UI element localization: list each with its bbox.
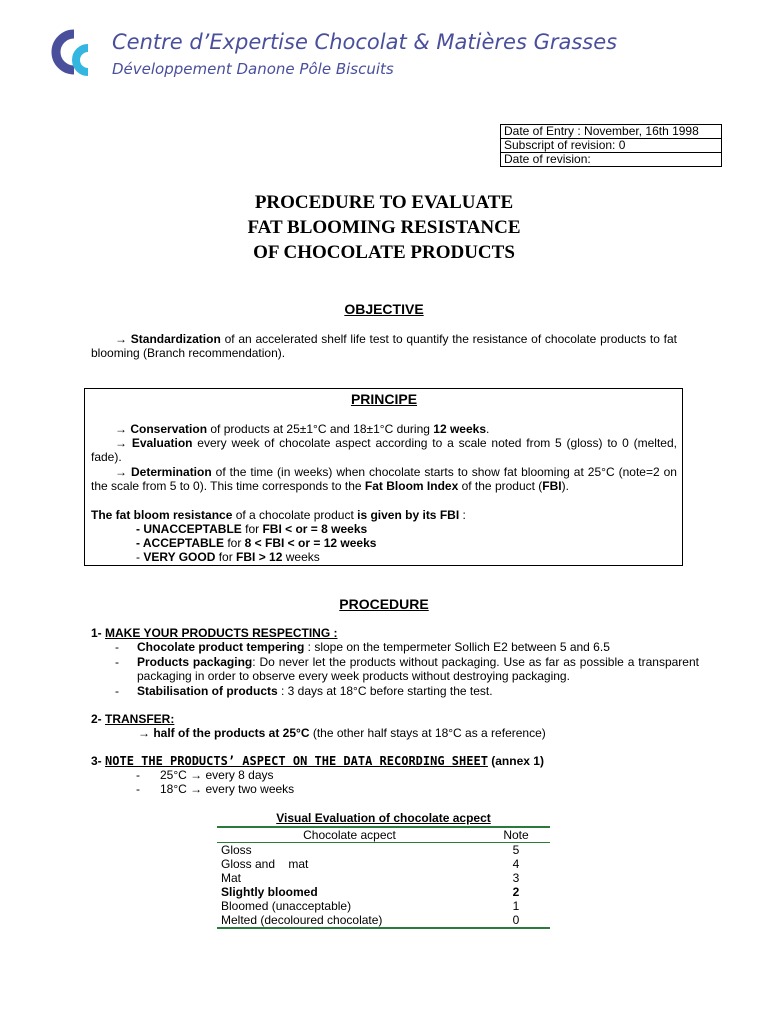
table-row: Melted (decoloured chocolate) 0 <box>217 913 550 928</box>
principe-heading: PRINCIPE <box>350 391 418 407</box>
visual-evaluation-table <box>217 811 550 929</box>
step-3-item-25c: - 25°C → every 8 days <box>136 768 274 782</box>
objective-text: → Standardization of an accelerated shelf life test to quantify the resistance of chocolate products to fat blooming (Branch recommendation). <box>91 332 677 360</box>
rating-unacceptable: - UNACCEPTABLE for FBI < or = 8 weeks <box>136 522 368 536</box>
logo-icon <box>44 28 96 80</box>
rating-very-good: - VERY GOOD for FBI > 12 weeks <box>136 550 320 564</box>
column-header-aspect: Chocolate acpect <box>217 827 482 843</box>
table-row: Bloomed (unacceptable) 1 <box>221 899 520 913</box>
principe-determination: → Determination of the time (in weeks) when chocolate starts to show fat blooming at 25°C (note=2 on the scale from 5 to 0). This time corresponds to the Fat Bloom Index of the product (FBI). <box>91 465 677 493</box>
revision-info-table <box>500 124 722 167</box>
step-1-stabilisation: - Stabilisation of products : 3 days at 18°C before starting the test. <box>115 684 493 698</box>
date-of-revision: Date of revision: <box>501 153 722 167</box>
table-row: Gloss 5 <box>221 843 520 857</box>
org-name: Centre d’Expertise Chocolat & Matières Grasses <box>112 30 618 54</box>
procedure-heading: PROCEDURE <box>339 596 429 612</box>
principe-resistance: The fat bloom resistance of a chocolate product is given by its FBI : <box>91 508 466 522</box>
step-1-tempering: - Chocolate product tempering : slope on the tempermeter Sollich E2 between 5 and 6.5 <box>115 640 610 654</box>
principe-evaluation: → Evaluation every week of chocolate aspect according to a scale noted from 5 (gloss) to 0 (melted, fade). <box>91 436 677 464</box>
step-2-text: → half of the products at 25°C (the other half stays at 18°C as a reference) <box>138 726 546 740</box>
column-header-note: Note <box>482 827 550 843</box>
step-3-title: 3- NOTE THE PRODUCTS’ ASPECT ON THE DATA RECORDING SHEET (annex 1) <box>91 754 544 768</box>
document-title: PROCEDURE TO EVALUATE FAT BLOOMING RESISTANCE OF CHOCOLATE PRODUCTS <box>247 192 521 263</box>
step-1-title: 1- MAKE YOUR PRODUCTS RESPECTING : <box>91 626 338 640</box>
principe-conservation: → Conservation of products at 25±1°C and 18±1°C during 12 weeks. <box>115 422 490 436</box>
step-2-title: 2- TRANSFER: <box>91 712 175 726</box>
rating-acceptable: - ACCEPTABLE for 8 < FBI < or = 12 weeks <box>136 536 377 550</box>
org-subtitle: Développement Danone Pôle Biscuits <box>112 60 394 78</box>
objective-heading: OBJECTIVE <box>344 301 424 317</box>
date-of-entry: Date of Entry : November, 16th 1998 <box>501 125 722 139</box>
table-row: Mat 3 <box>221 871 520 885</box>
step-3-item-18c: - 18°C → every two weeks <box>136 782 295 796</box>
step-1-packaging: - Products packaging: Do never let the products without packaging. Use as far as possible a transparent packaging in order to observe every week products without destroying packaging. <box>115 655 699 683</box>
table-row: Slightly bloomed 2 <box>221 885 520 899</box>
subscript-of-revision: Subscript of revision: 0 <box>501 139 722 153</box>
table-caption: Visual Evaluation of chocolate acpect <box>276 811 491 825</box>
table-row: Gloss and mat 4 <box>221 857 520 871</box>
